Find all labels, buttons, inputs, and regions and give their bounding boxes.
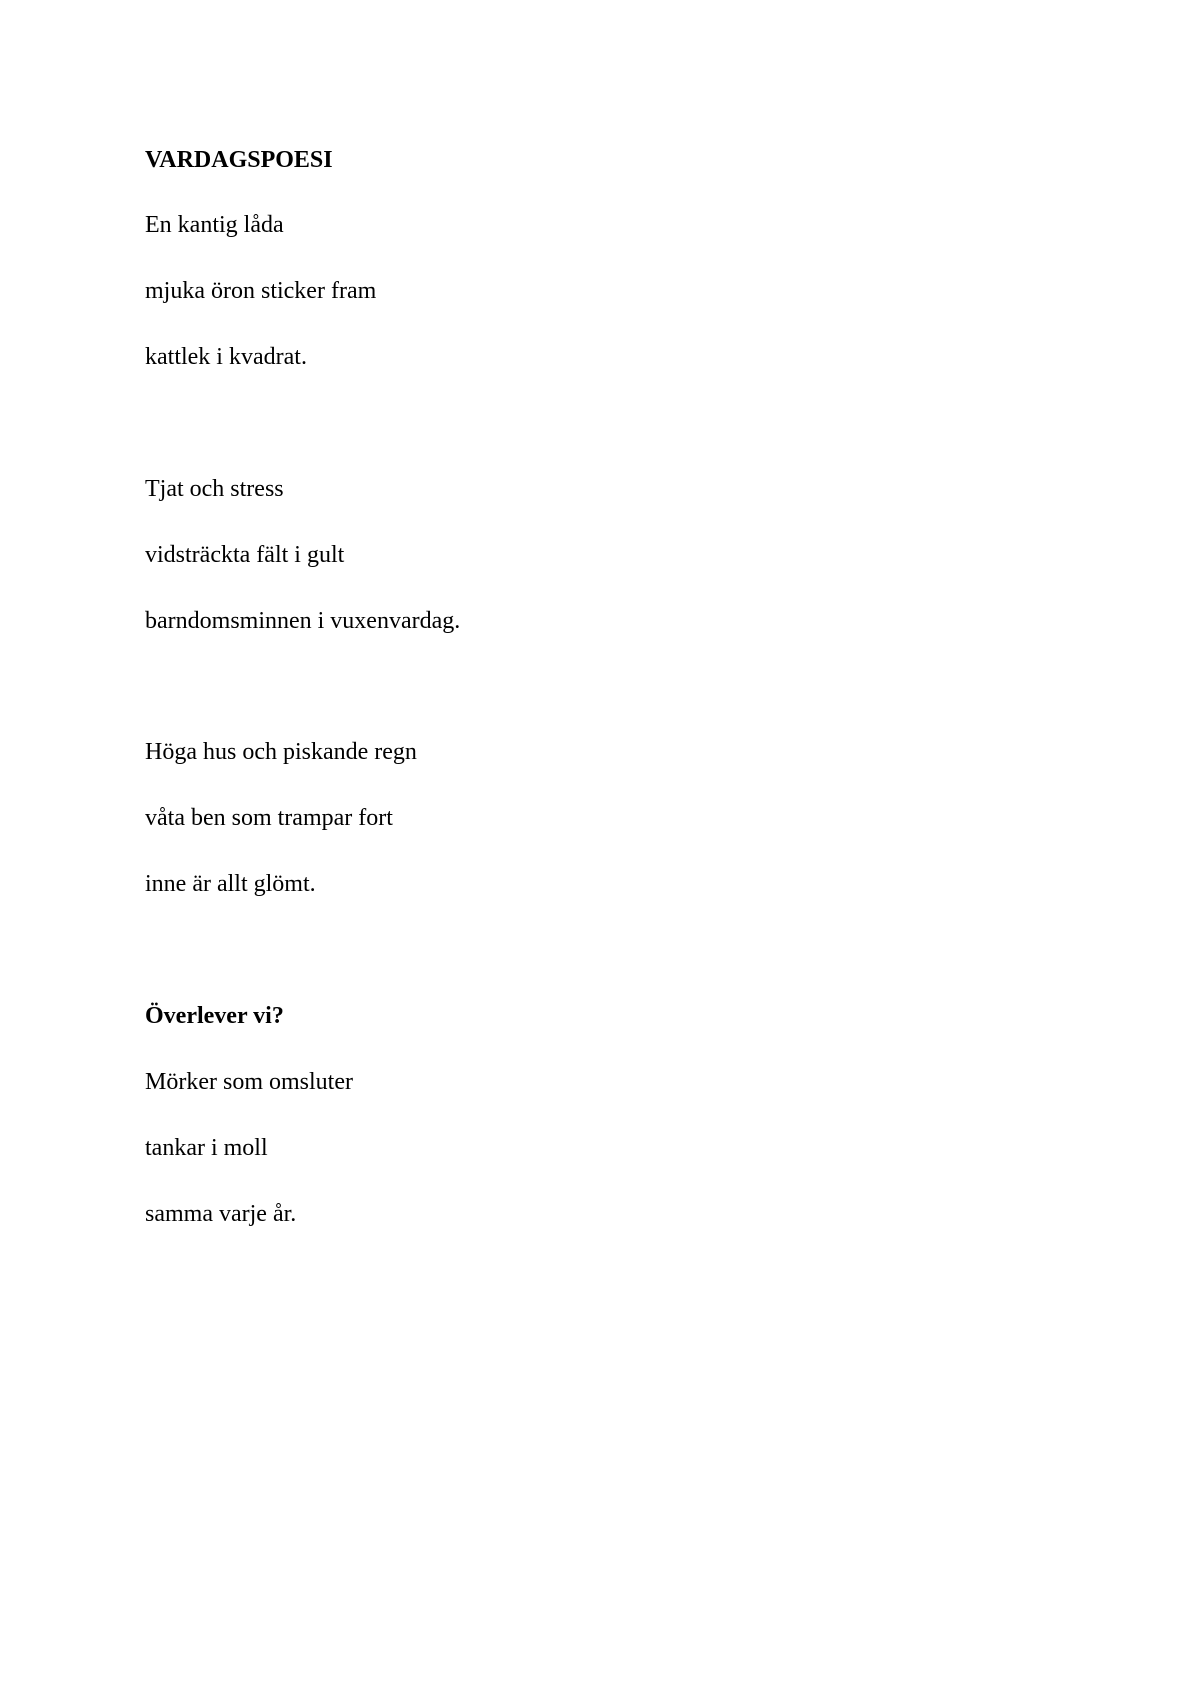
poem-subtitle: Överlever vi?: [145, 1003, 284, 1029]
poem-line: Mörker som omsluter: [145, 1069, 353, 1095]
poem-line: mjuka öron sticker fram: [145, 278, 377, 304]
poem-line: barndomsminnen i vuxenvardag.: [145, 608, 461, 634]
poem-line: Höga hus och piskande regn: [145, 739, 417, 765]
poem-line: kattlek i kvadrat.: [145, 344, 307, 370]
poem-line: vidsträckta fält i gult: [145, 542, 345, 568]
poem-title: VARDAGSPOESI: [145, 147, 333, 173]
poem-line: våta ben som trampar fort: [145, 805, 393, 831]
poem-line: Tjat och stress: [145, 476, 284, 502]
poem-line: En kantig låda: [145, 212, 284, 238]
poem-line: samma varje år.: [145, 1201, 297, 1227]
poem-line: tankar i moll: [145, 1135, 268, 1161]
poem-line: inne är allt glömt.: [145, 871, 316, 897]
